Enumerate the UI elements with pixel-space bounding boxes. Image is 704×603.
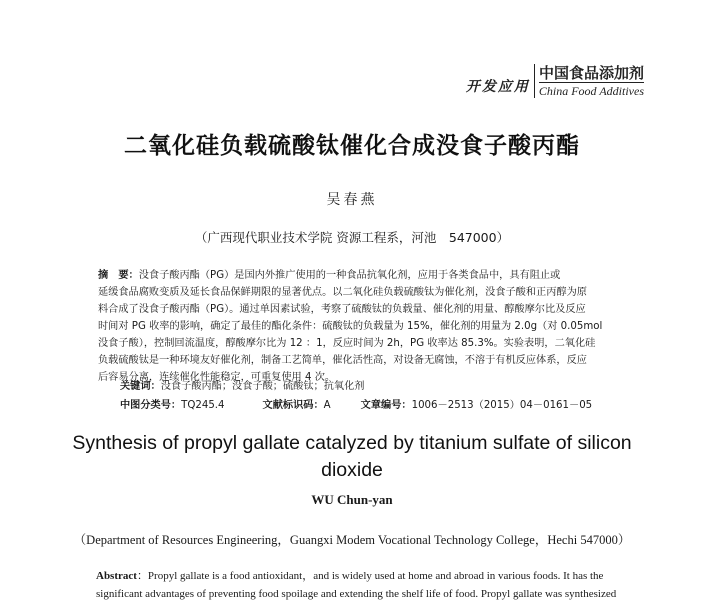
doc-code-value: A xyxy=(323,400,331,411)
affiliation-cn: （广西现代职业技术学院 资源工程系，河池 547000） xyxy=(194,230,510,245)
journal-header xyxy=(466,64,644,98)
journal-masthead xyxy=(534,64,644,98)
abstract-en-line: Abstract：Propyl gallate is a food antioxidant，and is widely used at home and abroad in various foods. It has the xyxy=(96,570,604,582)
paper-title-en-line1: Synthesis of propyl gallate catalyzed by titanium sulfate of silicon xyxy=(72,432,632,454)
abstract-en xyxy=(96,567,616,603)
paper-title-en xyxy=(60,430,644,484)
abstract-cn-line: 没食子酸），控制回流温度，醇酸摩尔比为 12 ：1，反应时间为 2h，PG 收率达 85.3%。实验表明，二氧化硅 xyxy=(98,338,596,349)
section-tag: 开发应用 xyxy=(465,79,530,95)
author-en: WU Chun-yan xyxy=(311,492,393,507)
affiliation-en: （Department of Resources Engineering，Guangxi Modem Vocational Technology College，Hechi 547000） xyxy=(73,533,631,547)
journal-name-cn: 中国食品添加剂 xyxy=(538,64,644,82)
abstract-cn-line: 时间对 PG 收率的影响，确定了最佳的酯化条件：硫酸钛的负载量为 15%，催化剂的用量为 2.0g（对 0.05mol xyxy=(98,321,603,332)
abstract-cn-line: 延缓食品腐败变质及延长食品保鲜期限的显著优点。以二氧化硅负载硫酸钛为催化剂，没食子酸和正丙醇为原 xyxy=(98,287,587,298)
paper-title-cn: 二氧化硅负载硫酸钛催化合成没食子酸丙酯 xyxy=(124,132,580,159)
abstract-en-label: Abstract xyxy=(96,570,137,582)
abstract-en-line: significant advantages of preventing food spoilage and extending the shelf life of food. Propyl gallate was synthesized xyxy=(96,588,617,600)
keywords-cn-label: 关键词： xyxy=(120,381,161,392)
journal-name-en: China Food Additives xyxy=(538,84,644,98)
clc-value: TQ245.4 xyxy=(181,400,225,411)
keywords-cn-value: 没食子酸丙酯；没食子酸；硫酸钛；抗氧化剂 xyxy=(160,381,365,392)
keywords-cn xyxy=(120,377,365,392)
paper-title-en-line2: dioxide xyxy=(321,459,383,481)
article-no-label: 文章编号： xyxy=(360,400,412,411)
abstract-cn-line: 负载硫酸钛是一种环境友好催化剂，制备工艺简单，催化活性高，对设备无腐蚀，不溶于有机反应体系，反应 xyxy=(98,355,587,366)
abstract-cn-line: 摘 要：没食子酸丙酯（PG）是国内外推广使用的一种食品抗氧化剂，应用于各类食品中，具有阻止或 xyxy=(98,270,561,281)
abstract-cn-line: 后容易分离，连续催化性能稳定，可重复使用 4 次。 xyxy=(98,372,336,383)
abstract-cn-line: 料合成了没食子酸丙酯（PG）。通过单因素试验，考察了硫酸钛的负载量、催化剂的用量、醇酸摩尔比及反应 xyxy=(98,304,586,315)
author-cn: 吴春燕 xyxy=(326,192,378,208)
article-no-value: 1006－2513（2015）04－0161－05 xyxy=(411,400,593,411)
abstract-cn xyxy=(98,267,610,386)
abstract-cn-label: 摘 要： xyxy=(98,270,139,281)
classification-meta xyxy=(120,396,592,411)
doc-code-label: 文献标识码： xyxy=(262,400,324,411)
clc-label: 中图分类号： xyxy=(120,400,182,411)
